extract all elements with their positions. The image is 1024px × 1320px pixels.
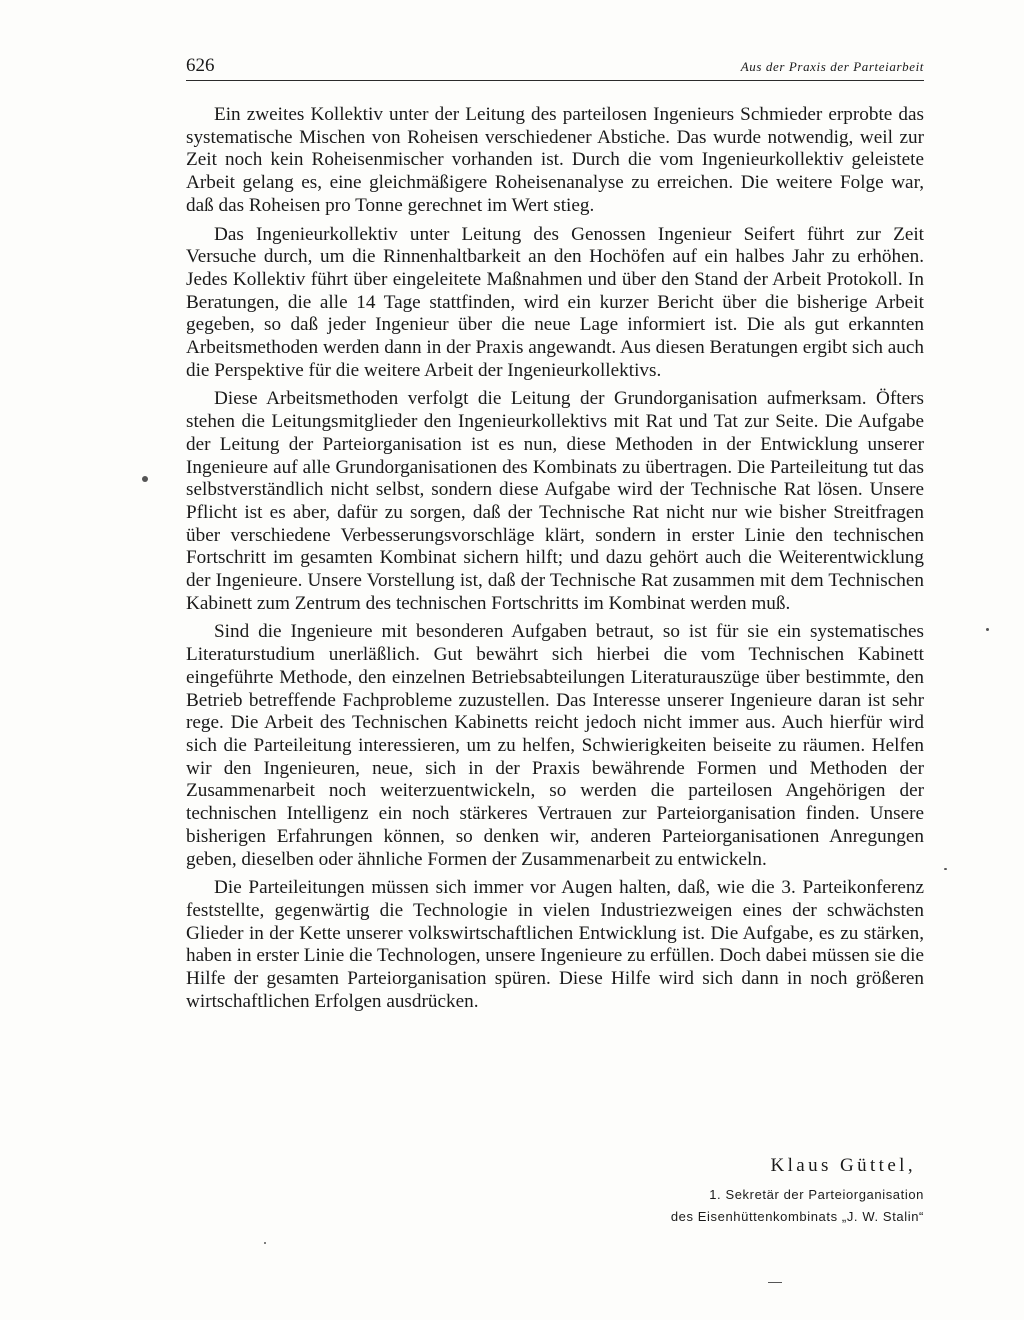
article-body — [186, 104, 924, 1019]
author-name: Klaus Güttel, — [770, 1155, 916, 1176]
paragraph-3: Diese Arbeitsmethoden verfolgt die Leitung der Grundorganisation aufmerksam. Öfters stehen die Leitungsmitglieder den Ingenieurkollektivs mit Rat und Tat zur Seite. Die Aufgabe der Leitung der Parteiorganisation ist es nun, diese Methoden in der Entwicklung unserer Ingenieure auf alle Grundorganisationen des Kombinats zu übertragen. Die Parteileitung tut das selbstverständlich nicht selbst, sondern diese Aufgabe wird der Technische Rat lösen. Unsere Pflicht ist es aber, dafür zu sorgen, daß der Technische Rat nicht nur wie bisher Streitfragen über verschiedene Verbesserungsvorschläge klärt, sondern in erster Linie den technischen Fortschritt im gesamten Kombinat sichern hilft; und dazu gehört auch die Weiterentwicklung der Ingenieure. Unsere Vorstellung ist, daß der Technische Rat zusammen mit dem Technischen Kabinett zum Zentrum des technischen Fortschritts im Kombinat werden muß. — [186, 388, 924, 614]
print-speck — [944, 868, 947, 870]
print-speck — [986, 628, 989, 631]
print-speck — [768, 1282, 782, 1283]
page-header — [186, 54, 924, 82]
paragraph-2: Das Ingenieurkollektiv unter Leitung des Genossen Ingenieur Seifert führt zur Zeit Versuche durch, um die Rinnenhaltbarkeit an den Hochöfen auf ein halbes Jahr zu erhöhen. Jedes Kollektiv führt über eingeleitete Maßnahmen und über den Stand der Arbeit Protokoll. In Beratungen, die alle 14 Tage stattfinden, wird ein kurzer Bericht über die bisherige Arbeit gegeben, so daß jeder Ingenieur über die neue Lage informiert ist. Die als gut erkannten Arbeitsmethoden werden dann in der Praxis angewandt. Aus diesen Beratungen ergibt sich auch die Perspektive für die weitere Arbeit der Ingenieurkollektivs. — [186, 223, 924, 381]
paragraph-4: Sind die Ingenieure mit besonderen Aufgaben betraut, so ist für sie ein systematisches Literaturstudium unerläßlich. Gut bewährt sich hierbei die vom Technischen Kabinett eingeführte Methode, den einzelnen Betriebsabteilungen Literaturauszüge über bestimmte, den Betrieb betreffende Fachprobleme zuzustellen. Das Interesse unserer Ingenieure daran ist sehr rege. Die Arbeit des Technischen Kabinetts reicht jedoch nicht immer aus. Auch hierfür wird sich die Parteileitung interessieren, um zu helfen, Schwierigkeiten beiseite zu räumen. Helfen wir den Ingenieuren, neue, sich in der Praxis bewährende Formen und Methoden der Zusammenarbeit noch weiterzuentwickeln, so werden die parteilosen Angehörigen der technischen Intelligenz ein noch stärkeres Vertrauen zur Parteiorganisation finden. Unsere bisherigen Erfahrungen können, so denken wir, anderen Parteiorganisationen Anregungen geben, dieselben oder ähnliche Formen der Zusammenarbeit zu entwickeln. — [186, 621, 924, 870]
author-organization: des Eisenhüttenkombinats „J. W. Stalin“ — [670, 1209, 924, 1224]
print-speck — [264, 1242, 266, 1244]
paragraph-5: Die Parteileitungen müssen sich immer vor Augen halten, daß, wie die 3. Parteikonferenz feststellte, gegenwärtig die Technologie in vielen Industriezweigen eines der schwächsten Glieder in der Kette unserer volkswirtschaftlichen Entwicklung ist. Die Aufgabe, es zu stärken, haben in erster Linie die Technologen, unsere Ingenieure zu erfüllen. Doch dabei müssen sie die Hilfe der gesamten Parteiorganisation spüren. Diese Hilfe wird sich dann in noch größeren wirtschaftlichen Erfolgen ausdrücken. — [186, 877, 924, 1012]
print-speck — [142, 476, 148, 482]
header-rule — [186, 80, 924, 81]
author-role: 1. Sekretär der Parteiorganisation — [709, 1187, 924, 1202]
signature-block — [504, 1154, 924, 1228]
page-number: 626 — [186, 55, 215, 76]
running-head: Aus der Praxis der Parteiarbeit — [740, 59, 924, 74]
paragraph-1: Ein zweites Kollektiv unter der Leitung des parteilosen Ingenieurs Schmieder erprobte das systematische Mischen von Roheisen verschiedener Abstiche. Das wurde notwendig, weil zur Zeit noch kein Roheisenmischer vorhanden ist. Durch die vom Ingenieurkollektiv geleistete Arbeit gelang es, eine gleichmäßigere Roheisenanalyse zu erreichen. Die weitere Folge war, daß das Roheisen pro Tonne gerechnet im Wert stieg. — [186, 104, 924, 216]
